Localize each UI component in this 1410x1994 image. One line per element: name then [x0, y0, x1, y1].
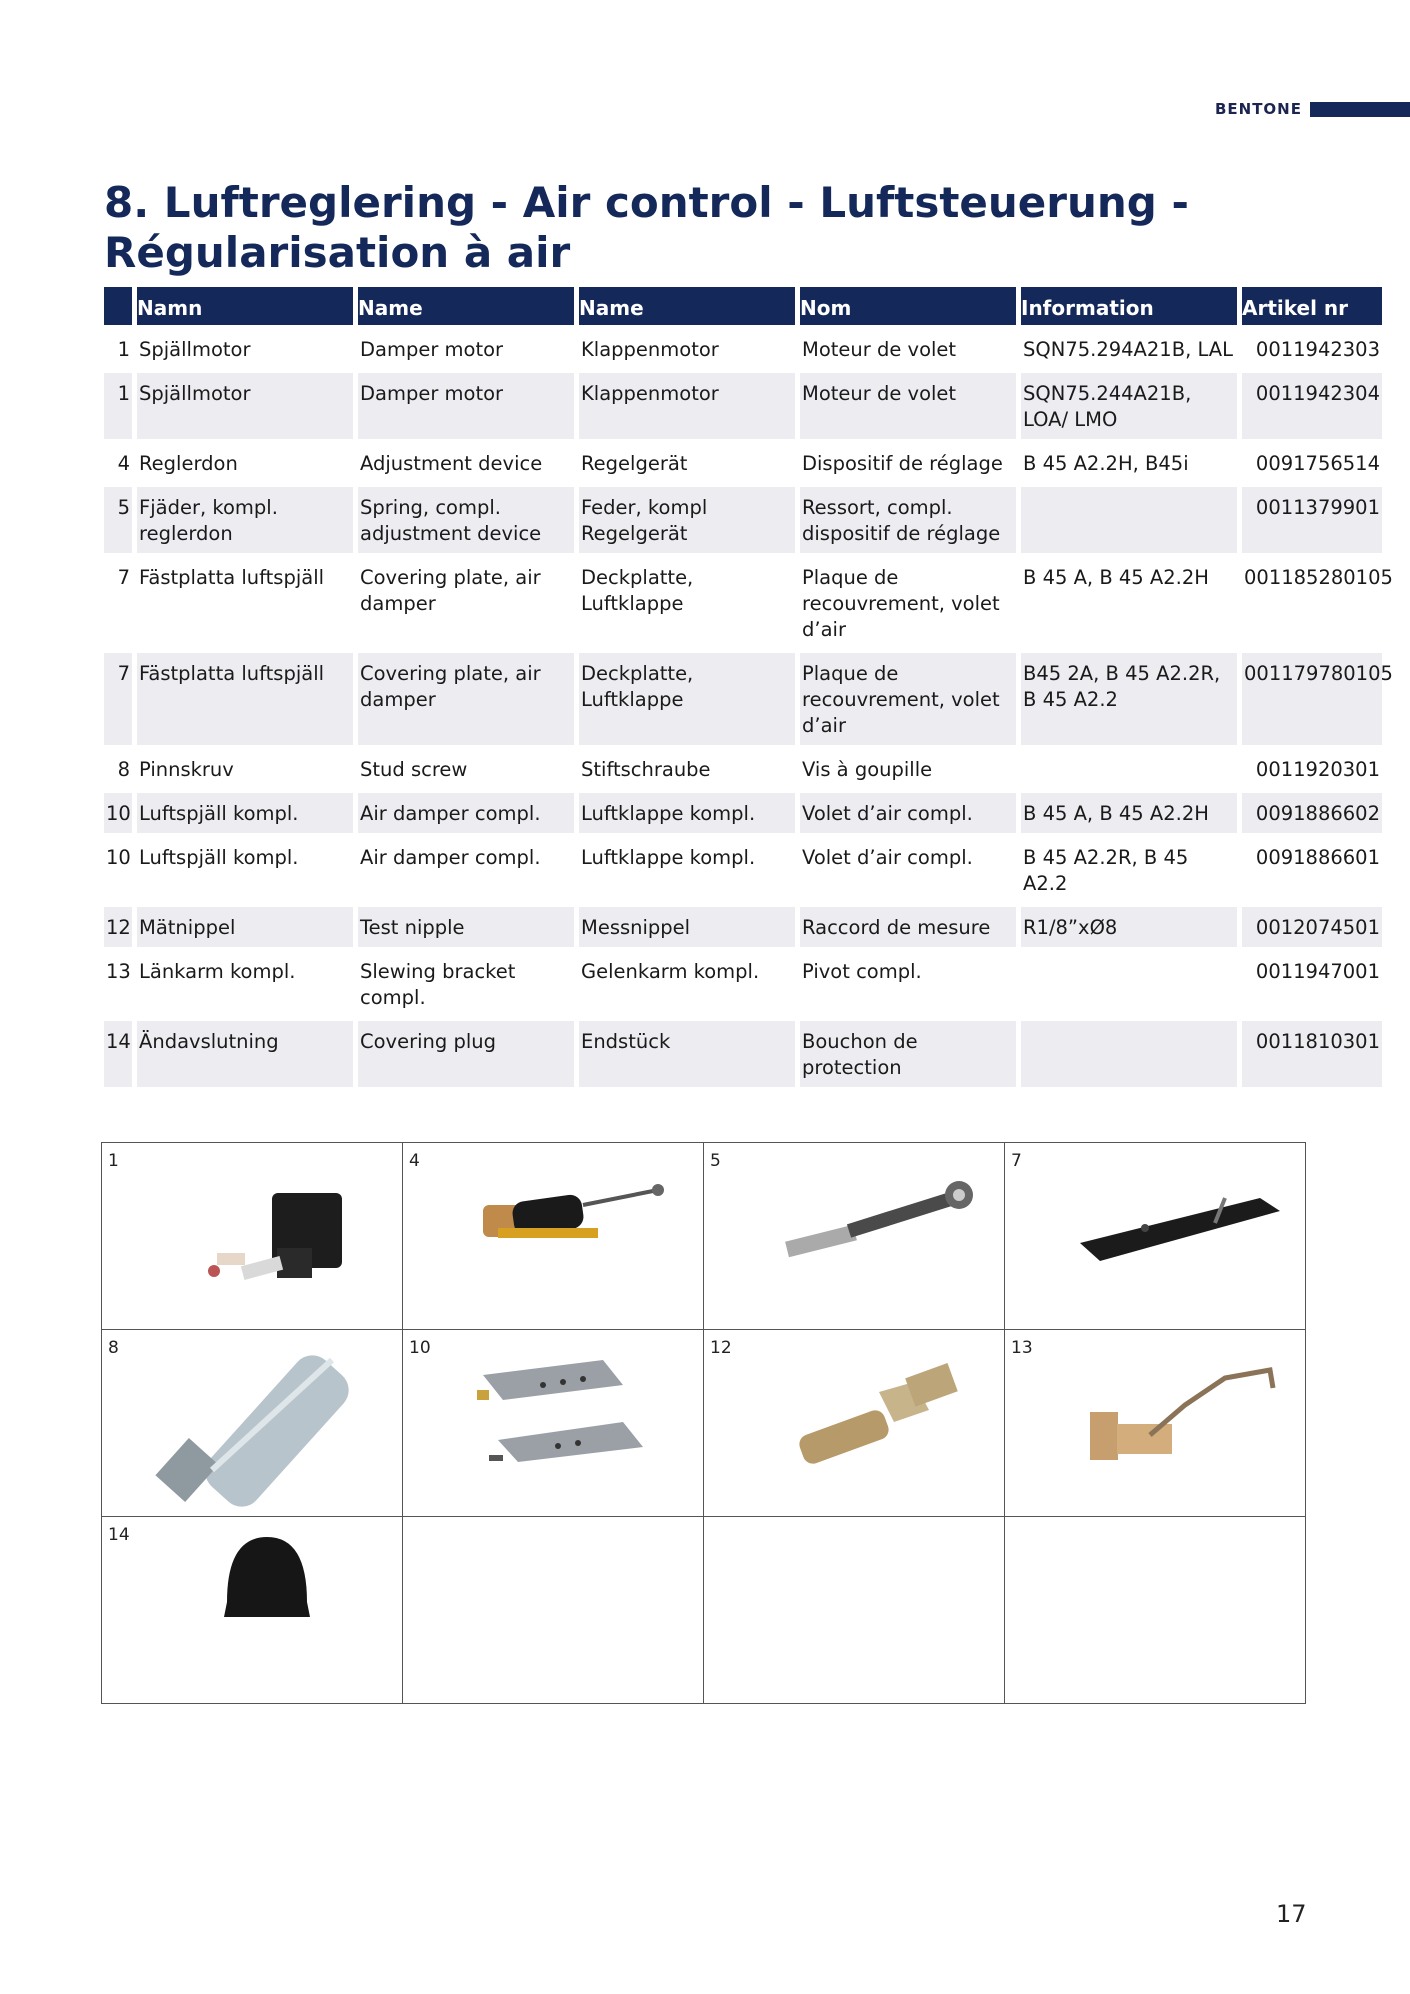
cell-name-sv: Spjällmotor	[139, 338, 251, 361]
cell-information	[1021, 1021, 1237, 1087]
page-title: 8. Luftreglering - Air control - Luftsteuerung - Régularisation à air	[104, 178, 1189, 277]
cell-information: SQN75.244A21B, LOA/ LMO	[1021, 373, 1237, 439]
cell-information: B45 2A, B 45 A2.2R, B 45 A2.2	[1021, 653, 1237, 745]
cell-article-number: 0011942303	[1255, 338, 1380, 361]
cell-name-sv: Spjällmotor	[137, 373, 353, 439]
cell-position: 7	[117, 566, 130, 589]
header-name-en: Name	[358, 287, 574, 325]
cell-article-number: 0091886601	[1255, 846, 1380, 869]
cell-position: 13	[106, 960, 131, 983]
table-row	[104, 487, 1382, 553]
slewing-bracket-icon	[1005, 1330, 1305, 1516]
cell-name-fr: Plaque de recouvrement, volet d’air	[802, 566, 1000, 641]
cell-name-sv: Fjäder, kompl. reglerdon	[137, 487, 353, 553]
cell-article-number: 001185280105	[1244, 566, 1393, 589]
gallery-cell	[1005, 1517, 1306, 1704]
table-row	[104, 557, 1382, 649]
gallery-cell	[704, 1517, 1005, 1704]
test-nipple-icon	[704, 1330, 1004, 1516]
cell-position: 10	[106, 846, 131, 869]
cell-name-fr: Ressort, compl. dispositif de réglage	[800, 487, 1016, 553]
cell-name-de: Luftklappe kompl.	[579, 793, 795, 833]
cell-name-fr: Dispositif de réglage	[802, 452, 1003, 475]
header-namn: Namn	[137, 287, 353, 325]
cell-name-en: Covering plate, air damper	[360, 566, 541, 615]
cell-article-number: 0011947001	[1255, 960, 1380, 983]
cell-position: 12	[104, 907, 132, 947]
cell-name-en: Spring, compl. adjustment device	[358, 487, 574, 553]
gallery-cell	[403, 1330, 704, 1517]
adjustment-device-icon	[403, 1143, 703, 1329]
table-row	[104, 951, 1382, 1017]
table-row	[104, 749, 1382, 789]
gallery-cell-label: 1	[108, 1151, 119, 1171]
covering-plug-icon	[102, 1517, 402, 1703]
cell-name-de: Deckplatte, Luftklappe	[579, 653, 795, 745]
cell-position: 10	[104, 793, 132, 833]
cell-name-en: Stud screw	[360, 758, 468, 781]
cell-name-en: Adjustment device	[360, 452, 543, 475]
cell-name-en: Covering plate, air damper	[358, 653, 574, 745]
cell-name-en: Damper motor	[360, 338, 504, 361]
cell-name-de: Feder, kompl Regelgerät	[579, 487, 795, 553]
cell-name-en: Test nipple	[358, 907, 574, 947]
cell-name-fr: Raccord de mesure	[800, 907, 1016, 947]
gallery-cell	[1005, 1143, 1306, 1330]
cell-name-de: Luftklappe kompl.	[581, 846, 756, 869]
cell-information	[1021, 749, 1237, 789]
cell-name-en: Air damper compl.	[358, 793, 574, 833]
cell-position: 1	[104, 373, 132, 439]
table-row	[104, 329, 1382, 369]
header-name-de: Name	[579, 287, 795, 325]
gallery-cell	[102, 1517, 403, 1704]
gallery-cell-label: 7	[1011, 1151, 1022, 1171]
cell-article-number: 0091886602	[1242, 793, 1382, 833]
cell-name-sv: Fästplatta luftspjäll	[137, 653, 353, 745]
cell-name-de: Klappenmotor	[579, 373, 795, 439]
cell-name-de: Gelenkarm kompl.	[581, 960, 760, 983]
brand-name: BENTONE	[1214, 100, 1302, 118]
gallery-cell-label: 12	[710, 1338, 732, 1358]
table-row	[104, 837, 1382, 903]
cell-name-fr: Moteur de volet	[802, 338, 957, 361]
page-number: 17	[1276, 1900, 1307, 1928]
gallery-cell-label: 13	[1011, 1338, 1033, 1358]
header-information: Information	[1021, 287, 1237, 325]
cell-article-number: 0012074501	[1242, 907, 1382, 947]
cell-information: B 45 A, B 45 A2.2H	[1021, 793, 1237, 833]
stud-screw-icon	[102, 1330, 402, 1516]
cell-information: R1/8”xØ8	[1021, 907, 1237, 947]
gallery-row	[102, 1143, 1306, 1330]
cell-name-fr: Bouchon de protection	[800, 1021, 1016, 1087]
cell-name-fr: Volet d’air compl.	[802, 846, 973, 869]
cell-name-de: Deckplatte, Luftklappe	[581, 566, 694, 615]
gallery-row	[102, 1517, 1306, 1704]
table-row	[104, 373, 1382, 439]
cell-name-sv: Fästplatta luftspjäll	[139, 566, 325, 589]
cell-information: B 45 A, B 45 A2.2H	[1023, 566, 1209, 589]
cell-name-de: Endstück	[579, 1021, 795, 1087]
table-row	[104, 907, 1382, 947]
gallery-cell	[704, 1143, 1005, 1330]
cell-article-number: 0011920301	[1255, 758, 1380, 781]
gallery-cell-label: 5	[710, 1151, 721, 1171]
table-row	[104, 653, 1382, 745]
header-artikel-nr: Artikel nr	[1242, 287, 1382, 325]
spring-icon	[704, 1143, 1004, 1329]
damper-motor-icon	[102, 1143, 402, 1329]
cell-name-fr: Plaque de recouvrement, volet d’air	[800, 653, 1016, 745]
parts-table	[99, 283, 1393, 1091]
gallery-cell-label: 14	[108, 1525, 130, 1545]
gallery-cell-label: 4	[409, 1151, 420, 1171]
cell-name-en: Slewing bracket compl.	[360, 960, 516, 1009]
header-nom: Nom	[800, 287, 1016, 325]
cell-article-number: 0011810301	[1242, 1021, 1382, 1087]
cell-name-sv: Pinnskruv	[139, 758, 234, 781]
cell-name-en: Damper motor	[358, 373, 574, 439]
gallery-cell	[102, 1330, 403, 1517]
cell-name-de: Messnippel	[579, 907, 795, 947]
gallery-cell	[704, 1330, 1005, 1517]
gallery-cell	[102, 1143, 403, 1330]
gallery-cell-label: 10	[409, 1338, 431, 1358]
cell-position: 4	[117, 452, 130, 475]
cell-name-de: Regelgerät	[581, 452, 688, 475]
cell-name-de: Stiftschraube	[581, 758, 711, 781]
cell-position: 7	[104, 653, 132, 745]
cell-name-fr: Pivot compl.	[802, 960, 922, 983]
cell-position: 14	[104, 1021, 132, 1087]
cell-name-de: Klappenmotor	[581, 338, 719, 361]
cell-article-number: 0091756514	[1255, 452, 1380, 475]
cell-position: 5	[104, 487, 132, 553]
table-row	[104, 443, 1382, 483]
cell-name-sv: Luftspjäll kompl.	[137, 793, 353, 833]
cell-information: SQN75.294A21B, LAL	[1023, 338, 1233, 361]
gallery-row	[102, 1330, 1306, 1517]
cell-name-fr: Volet d’air compl.	[800, 793, 1016, 833]
cell-article-number: 0011379901	[1242, 487, 1382, 553]
gallery-cell	[1005, 1330, 1306, 1517]
header-pos	[104, 287, 132, 325]
gallery-cell	[403, 1517, 704, 1704]
covering-plate-icon	[1005, 1143, 1305, 1329]
cell-name-sv: Luftspjäll kompl.	[139, 846, 299, 869]
table-row	[104, 1021, 1382, 1087]
brand-header	[1215, 98, 1410, 120]
table-row	[104, 793, 1382, 833]
cell-name-sv: Länkarm kompl.	[139, 960, 296, 983]
cell-information: B 45 A2.2R, B 45 A2.2	[1023, 846, 1189, 895]
cell-information: B 45 A2.2H, B45i	[1023, 452, 1189, 475]
cell-information	[1021, 487, 1237, 553]
cell-name-fr: Vis à goupille	[802, 758, 933, 781]
parts-gallery	[101, 1142, 1306, 1704]
cell-name-en: Air damper compl.	[360, 846, 541, 869]
cell-article-number: 001179780105	[1242, 653, 1382, 745]
cell-name-en: Covering plug	[358, 1021, 574, 1087]
gallery-cell-label: 8	[108, 1338, 119, 1358]
cell-name-sv: Mätnippel	[137, 907, 353, 947]
cell-information	[1021, 951, 1237, 1017]
brand-bar	[1310, 102, 1410, 117]
air-damper-icon	[403, 1330, 703, 1516]
gallery-cell	[403, 1143, 704, 1330]
cell-position: 8	[117, 758, 130, 781]
cell-name-sv: Ändavslutning	[137, 1021, 353, 1087]
cell-position: 1	[117, 338, 130, 361]
table-header-row	[104, 287, 1382, 325]
cell-article-number: 0011942304	[1242, 373, 1382, 439]
cell-name-fr: Moteur de volet	[800, 373, 1016, 439]
cell-name-sv: Reglerdon	[139, 452, 238, 475]
